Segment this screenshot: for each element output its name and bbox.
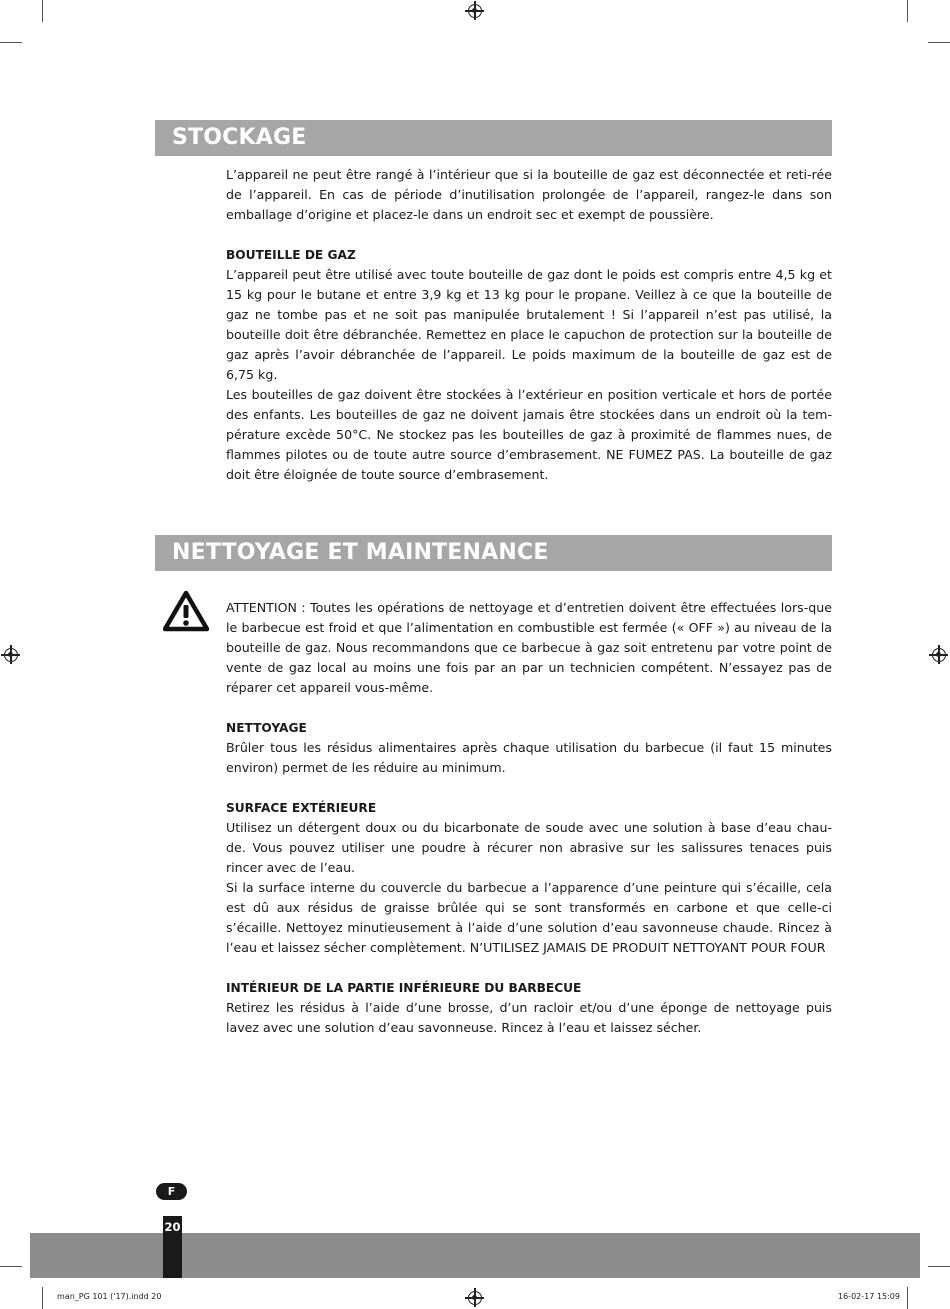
crop-mark — [907, 1287, 908, 1309]
nettoyage-paragraph: Brûler tous les résidus alimentaires après chaque utilisation du barbecue (il faut 15 minutes environ) permet de les réduire au minimum. — [226, 740, 832, 775]
surface-paragraph-1: Utilisez un détergent doux ou du bicarbonate de soude avec une solution à base d’eau chau-de. Vous pouvez utiliser une poudre à récurer non abrasive sur les salissures tenaces puis rincer avec de l’eau. — [226, 820, 832, 875]
attention-warning-text: ATTENTION : Toutes les opérations de nettoyage et d’entretien doivent être effectuées lors-que le barbecue est froid et que l’alimentation en combustible est fermée (« OFF ») au niveau de la bouteille de gaz. Nous recommandons que ce barbecue à gaz soit entretenu par votre point de vente de gaz local au moins une fois par an par un technicien compétent. N’essayez pas de réparer cet appareil vous-même. — [226, 600, 832, 695]
language-badge: F — [156, 1183, 187, 1200]
subheading-nettoyage: NETTOYAGE — [226, 721, 307, 735]
crop-mark — [0, 1266, 22, 1267]
crop-mark — [907, 0, 908, 22]
crop-mark — [42, 0, 43, 22]
nettoyage-content — [226, 598, 832, 1038]
registration-mark-icon — [468, 1291, 482, 1305]
interieur-paragraph: Retirez les résidus à l’aide d’une brosse, d’un racloir et/ou d’une éponge de nettoyage puis lavez avec une solution d’eau savonneuse. Rincez à l’eau et laissez sécher. — [226, 1000, 832, 1035]
stockage-content — [226, 165, 832, 485]
crop-mark — [928, 42, 950, 43]
stockage-intro-paragraph: L’appareil ne peut être rangé à l’intérieur que si la bouteille de gaz est déconnectée et reti-rée de l’appareil. En cas de période d’inutilisation prolongée de l’appareil, rangez-le dans son emballage d’origine et placez-le dans un endroit sec et exempt de poussière. — [226, 167, 832, 222]
registration-mark-icon — [468, 4, 482, 18]
crop-mark — [42, 1287, 43, 1309]
subheading-surface-exterieure: SURFACE EXTÉRIEURE — [226, 801, 377, 815]
bouteille-paragraph-2: Les bouteilles de gaz doivent être stockées à l’extérieur en position verticale et hors de portée des enfants. Les bouteilles de gaz ne doivent jamais être stockées dans un endroit où la tem-pérature excède 50°C. Ne stockez pas les bouteilles de gaz à proximité de flammes nues, de flammes pilotes ou de toute autre source d’embrasement. NE FUMEZ PAS. La bouteille de gaz doit être éloignée de toute source d’embrasement. — [226, 387, 832, 482]
crop-mark — [0, 42, 22, 43]
section-heading-nettoyage-maintenance: NETTOYAGE ET MAINTENANCE — [155, 535, 832, 571]
section-heading-stockage: STOCKAGE — [155, 120, 832, 156]
registration-mark-icon — [4, 648, 18, 662]
crop-mark — [928, 1266, 950, 1267]
page-number: 20 — [163, 1216, 182, 1278]
subheading-bouteille-de-gaz: BOUTEILLE DE GAZ — [226, 248, 356, 262]
bouteille-paragraph-1: L’appareil peut être utilisé avec toute bouteille de gaz dont le poids est compris entre 4,5 kg et 15 kg pour le butane et entre 3,9 kg et 13 kg pour le propane. Veillez à ce que la bouteille de gaz ne tombe pas et ne soit pas manipulée brutalement ! Si l’appareil n’est pas utilisé, la bouteille doit être débranchée. Remettez en place le capuchon de protection sur la bouteille de gaz après l’avoir débranchée de l’appareil. Le poids maximum de la bouteille de gaz est de 6,75 kg. — [226, 267, 832, 382]
print-slug-date: 16-02-17 15:09 — [838, 1292, 900, 1301]
registration-mark-icon — [932, 648, 946, 662]
warning-triangle-icon — [163, 590, 209, 632]
print-slug-filename: man_PG 101 ('17).indd 20 — [57, 1292, 162, 1301]
surface-paragraph-2: Si la surface interne du couvercle du barbecue a l’apparence d’une peinture qui s’écaille, cela est dû aux résidus de graisse brûlée qui se sont transformés en carbone et que celle-ci s’écaille. Nettoyez minutieusement à l’aide d’une solution d’eau savonneuse chaude. Rincez à l’eau et laissez sécher complètement. N’UTILISEZ JAMAIS DE PRODUIT NETTOYANT POUR FOUR — [226, 880, 832, 955]
subheading-interieur-partie-inferieure: INTÉRIEUR DE LA PARTIE INFÉRIEURE DU BARBECUE — [226, 981, 582, 995]
